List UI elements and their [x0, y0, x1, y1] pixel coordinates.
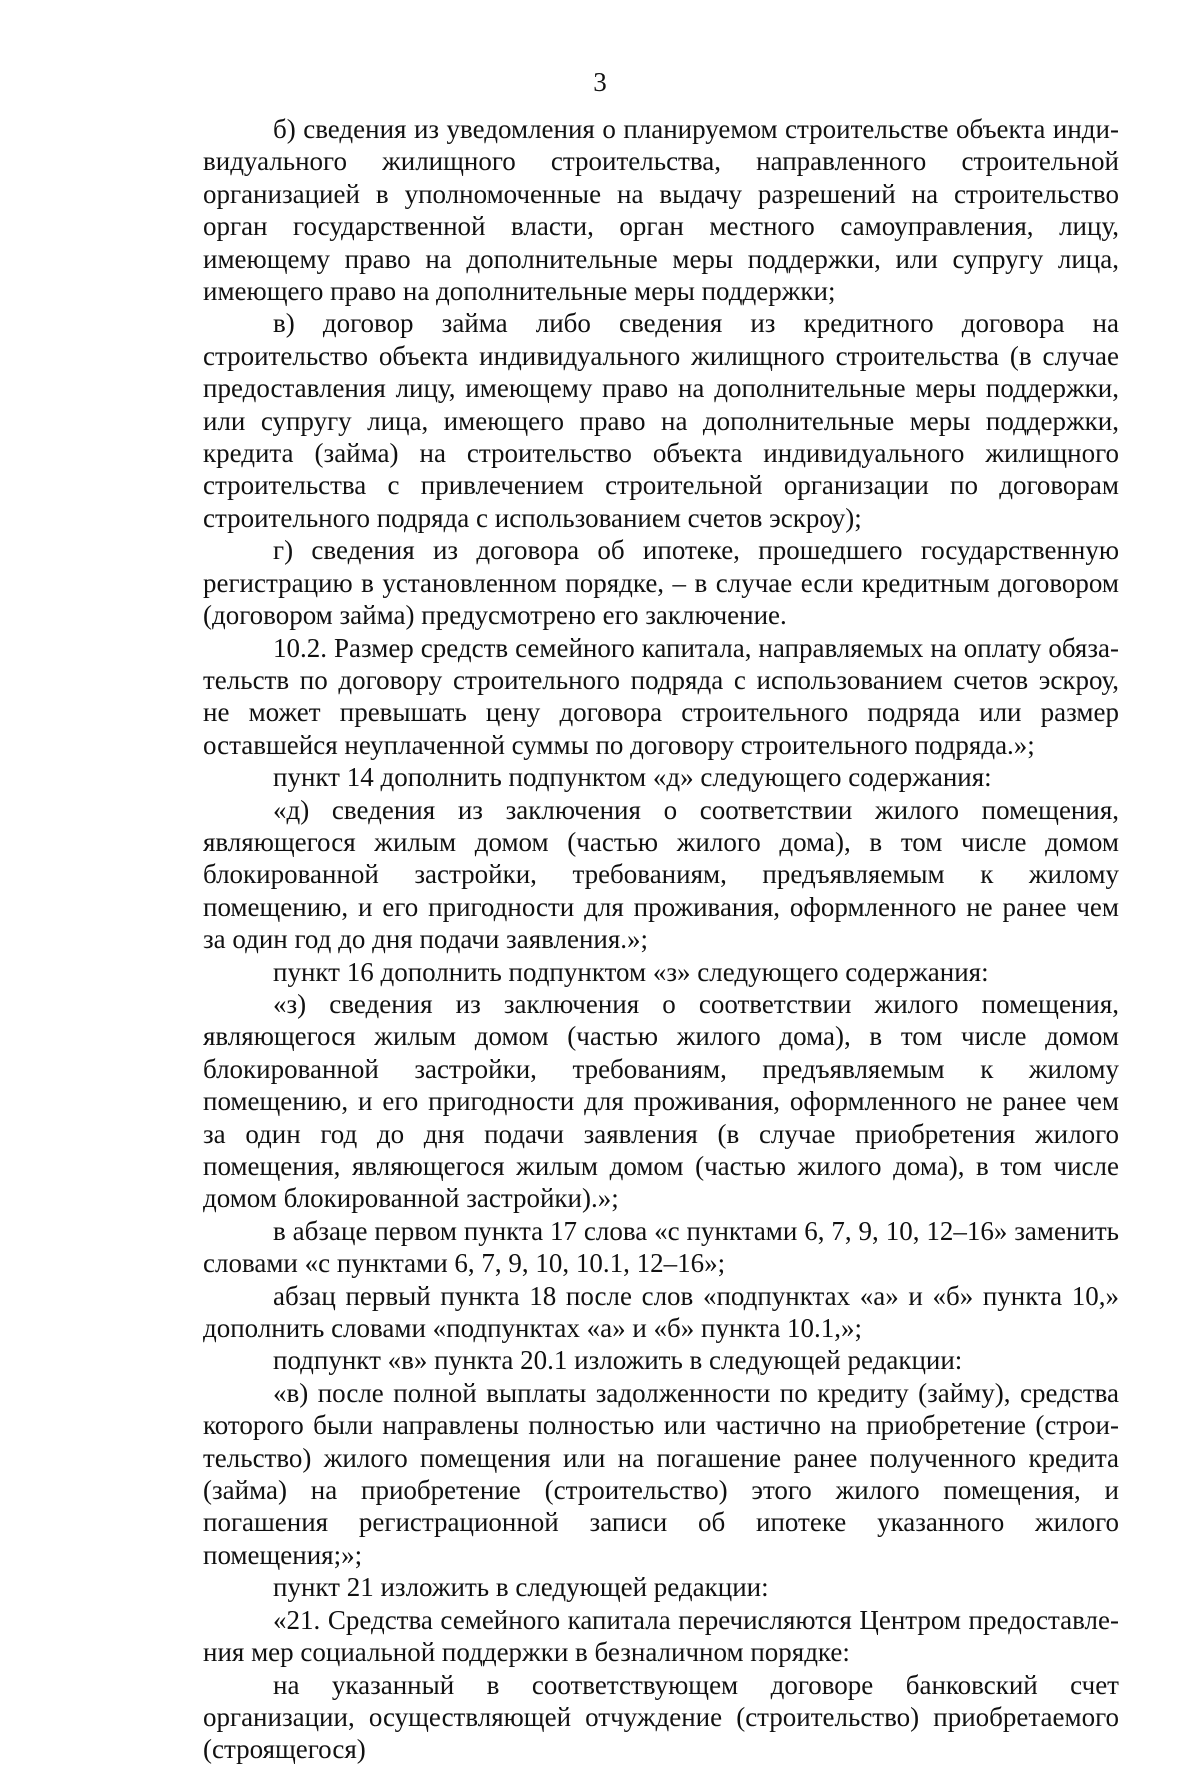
paragraph-item-20-1-heading: подпункт «в» пункта 20.1 изложить в следующей редакции:: [273, 1345, 963, 1376]
paragraph-bank-account: на указанный в соответствующем договоре банковский счет организации, осуществляющей отчуждение (строительство) приобретаемого (строящегося): [203, 1669, 1119, 1765]
paragraph-item-14-amendment: пункт 14 дополнить подпунктом «д» следующего содержания:: [273, 762, 992, 793]
document-body: [203, 113, 1119, 1766]
paragraph-item-18-amendment: абзац первый пункта 18 после слов «подпунктах «а» и «б» пункта 10,» дополнить словами «подпунктах «а» и «б» пункта 10.1,»;: [203, 1280, 1119, 1344]
paragraph-d-conclusion: «д) сведения из заключения о соответствии жилого помещения, являющегося жилым домом (частью жилого дома), в том числе домом блокированной застройки, требованиям, предъявляемым к жилому помещению, и его пригодности для проживания, оформленного не ранее чем за один год до дня подачи заявления.»;: [203, 794, 1119, 955]
page-number: 3: [593, 67, 607, 97]
paragraph-21-transfer: «21. Средства семейного капитала перечисляются Центром предоставления мер социальной поддержки в безналичном порядке:: [203, 1604, 1119, 1668]
paragraph-item-16-amendment: пункт 16 дополнить подпунктом «з» следующего содержания:: [273, 956, 989, 987]
paragraph-item-17-replace: в абзаце первом пункта 17 слова «с пунктами 6, 7, 9, 10, 12–16» заменить словами «с пунктами 6, 7, 9, 10, 10.1, 12–16»;: [203, 1215, 1119, 1279]
paragraph-z-conclusion: «з) сведения из заключения о соответствии жилого помещения, являющегося жилым домом (частью жилого дома), в том числе домом блокированной застройки, требованиям, предъявляемым к жилому помещению, и его пригодности для проживания, оформленного не ранее чем за один год до дня подачи заявления (в случае приобретения жилого помещения, являющегося жилым домом (частью жилого дома), в том числе домом блокированной застройки).»;: [203, 988, 1119, 1214]
paragraph-10-2-capital-size: 10.2. Размер средств семейного капитала, направляемых на оплату обязательств по договору строительного подряда с использованием счетов эскроу, не может превышать цену договора строительного подряда или размер оставшейся неуплаченной суммы по договору строительного подряда.»;: [203, 632, 1119, 760]
paragraph-v-debt-repayment: «в) после полной выплаты задолженности по кредиту (займу), средства которого были направлены полностью или частично на приобретение (строительство) жилого помещения или на погашение ранее полученного кредита (займа) на приобретение (строительство) этого жилого помещения, и погашения регистрационной записи об ипотеке указанного жилого помещения;»;: [203, 1377, 1119, 1570]
paragraph-v-loan-agreement: в) договор займа либо сведения из кредитного договора на строительство объекта индивидуального жилищного строительства (в случае предоставления лицу, имеющему право на дополнительные меры поддержки, или супругу лица, имеющего право на дополнительные меры поддержки, кредита (займа) на строительство объекта индивидуального жилищного строительства с привлечением строительной организации по договорам строительного подряда с использованием счетов эскроу);: [203, 308, 1119, 533]
paragraph-g-mortgage: г) сведения из договора об ипотеке, прошедшего государственную регистрацию в установленном порядке, – в случае если кредитным договором (договором займа) предусмотрено его заключение.: [203, 535, 1119, 631]
paragraph-b-notification: б) сведения из уведомления о планируемом строительстве объекта индивидуального жилищного строительства, направленного строительной организацией в уполномоченные на выдачу разрешений на строительство орган государственной власти, орган местного самоуправления, лицу, имеющему право на дополнительные меры поддержки, или супругу лица, имеющего право на дополнительные меры поддержки;: [203, 114, 1119, 307]
paragraph-item-21-heading: пункт 21 изложить в следующей редакции:: [273, 1572, 769, 1603]
